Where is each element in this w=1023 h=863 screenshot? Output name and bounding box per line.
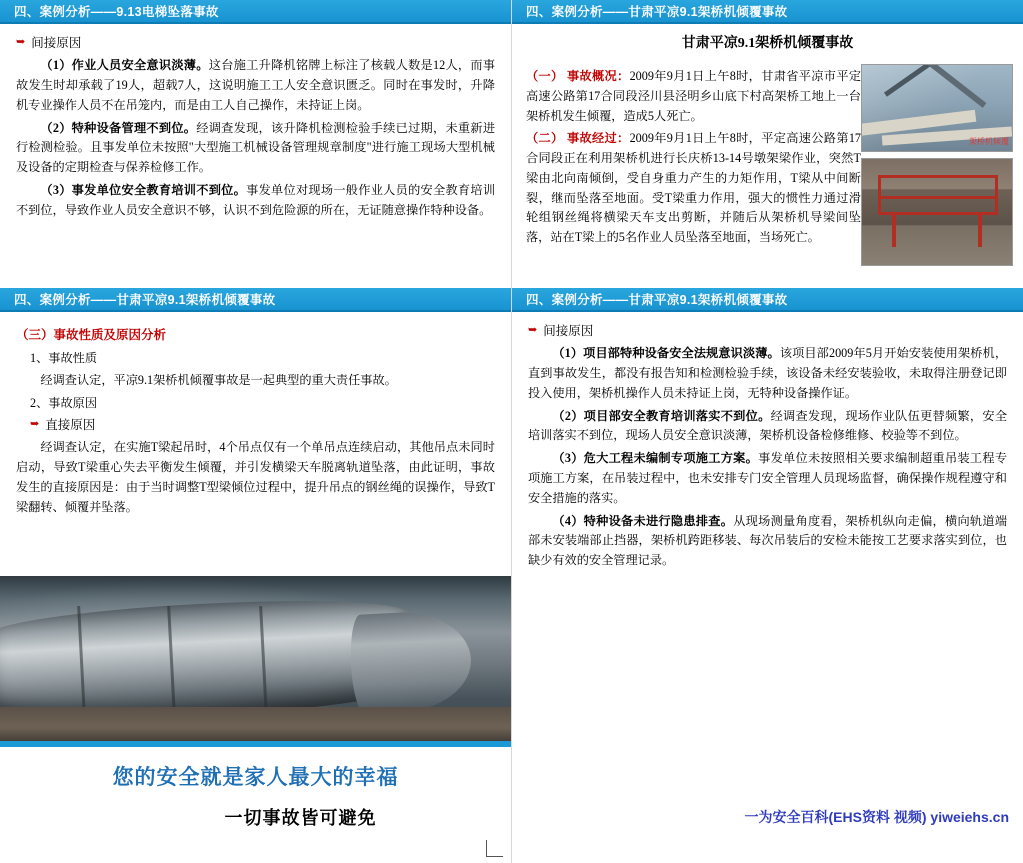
arrow-bullet-icon: ➥ xyxy=(528,324,538,336)
slide-2-section-1 xyxy=(526,67,861,126)
slide-5-divider xyxy=(0,741,511,747)
slide-1 xyxy=(0,0,511,287)
crop-mark xyxy=(486,840,503,857)
slide-6 xyxy=(512,576,1023,863)
bridge-girder-photo xyxy=(861,158,1013,266)
photo-detail xyxy=(884,64,936,97)
slide-1-paragraph-1-body: 这台施工升降机铭牌上标注了核载人数是12人，而事故发生时却承载了19人，超载7人，这说明施工工人安全意识匮乏。同时在事发时，升降机专业操作人员不在吊笼内，而是由工人自己操作，未持证上岗。 xyxy=(16,58,496,112)
slide-4-paragraph-3-body: 事发单位未按照相关要求编制超重吊装工程专项施工方案，在吊装过程中，也未安排专门安全管理人员现场监督，确保操作规程遵守和安全措施的落实。 xyxy=(528,451,1008,505)
slide-1-paragraph-1 xyxy=(16,56,495,115)
photo-detail xyxy=(928,64,987,108)
slide-4-paragraph-2 xyxy=(528,407,1007,447)
slide-4-header-text: 四、案例分析——甘肃平凉9.1架桥机倾覆事故 xyxy=(526,293,788,307)
slide-4-paragraph-4 xyxy=(528,512,1007,571)
slide-2-title: 甘肃平凉9.1架桥机倾覆事故 xyxy=(681,36,854,51)
slide-2-section-1-key: 事故概况： xyxy=(566,69,630,83)
slide-4-body xyxy=(512,312,1023,575)
slide-3-header xyxy=(0,288,511,312)
slide-5-subslogan: 一切事故皆可避免 xyxy=(224,808,377,828)
slide-4-paragraph-3-lead: （3）危大工程未编制专项施工方案。 xyxy=(552,451,759,466)
slide-2-image-column xyxy=(861,64,1013,266)
slide-2-section-1-body: 2009年9月1日上午8时，甘肃省平凉市平定高速公路第17合同段泾川县泾明乡山底下村高架桥工地上一台架桥机发生倾覆，造成5人死亡。 xyxy=(526,69,862,123)
slide-4-paragraph-4-lead: （4）特种设备未进行隐患排查。 xyxy=(552,513,734,528)
photo-detail xyxy=(978,213,982,247)
slide-3-item-1: 1、事故性质 xyxy=(30,351,98,366)
slide-3-body xyxy=(0,312,511,526)
slide-4 xyxy=(512,288,1023,575)
arrow-bullet-icon: ➥ xyxy=(16,36,26,48)
slide-4-paragraph-2-lead: （2）项目部安全教育培训落实不到位。 xyxy=(552,408,771,423)
photo-detail xyxy=(348,609,473,715)
slide-2-header xyxy=(512,0,1023,24)
slide-2-section-2-key: 事故经过： xyxy=(566,131,630,146)
crane-photo-caption: 架桥机倾覆 xyxy=(969,137,1009,146)
slide-2-section-1-label: （一） xyxy=(526,69,564,83)
slide-1-header xyxy=(0,0,511,24)
slide-2-body xyxy=(512,32,1023,245)
slide-4-bullet-label: 间接原因 xyxy=(543,324,594,338)
pressure-vessel-photo xyxy=(0,576,511,741)
slide-1-bullet-indirect-cause xyxy=(16,34,495,53)
slide-1-header-text: 四、案例分析——9.13电梯坠落事故 xyxy=(14,5,219,19)
slide-1-paragraph-3-body: 事发单位对现场一般作业人员的安全教育培训不到位，导致作业人员安全意识不够，认识不到危险源的所在，无证随意操作特种设备。 xyxy=(16,182,496,217)
slide-2-section-2-label: （二） xyxy=(526,131,564,146)
photo-detail xyxy=(878,175,998,215)
slide-2 xyxy=(512,0,1023,287)
slide-3-bullet-direct-cause xyxy=(30,416,495,435)
slide-4-paragraph-1-lead: （1）项目部特种设备安全法规意识淡薄。 xyxy=(552,346,780,361)
header-underline xyxy=(512,22,1023,24)
slide-2-section-2-body: 2009年9月1日上午8时，平定高速公路第17合同段正在利用架桥机进行长庆桥13-14号墩架梁作业，突然T梁由北向南倾倒，受自身重力产生的力矩作用，T梁从中间断裂，继而坠落至地面。受T梁重力作用，强大的惯性力通过滑轮组钢丝绳将横梁天车支出剪断，并随后从架桥机导梁间坠落，站在T梁上的5名作业人员坠落至地面，当场死亡。 xyxy=(526,131,862,245)
slide-3-section-title: （三）事故性质及原因分析 xyxy=(16,328,167,342)
slide-3-item-2: 2、事故原因 xyxy=(30,396,98,411)
slide-2-header-text: 四、案例分析——甘肃平凉9.1架桥机倾覆事故 xyxy=(526,5,788,19)
slide-4-paragraph-4-body: 从现场测量角度看，架桥机纵向走偏，横向轨道端部未安装端部止挡器，架桥机跨距移装、每次吊装后的安检未能按工艺要求落实到位，也缺少有效的安全管理记录。 xyxy=(528,513,1008,568)
slide-3-header-text: 四、案例分析——甘肃平凉9.1架桥机倾覆事故 xyxy=(14,293,276,307)
slide-1-paragraph-1-lead: （1）作业人员安全意识淡薄。 xyxy=(40,58,209,73)
slide-3-item-1-body: 经调查认定，平凉9.1架桥机倾覆事故是一起典型的重大责任事故。 xyxy=(40,373,397,388)
slide-1-paragraph-3-lead: （3）事发单位安全教育培训不到位。 xyxy=(40,182,247,197)
slide-4-bullet-indirect-cause xyxy=(528,322,1007,341)
slide-1-paragraph-2-lead: （2）特种设备管理不到位。 xyxy=(40,120,197,135)
slide-1-bullet-label: 间接原因 xyxy=(31,36,82,50)
slide-2-section-2 xyxy=(526,129,861,248)
photo-detail xyxy=(0,707,511,741)
arrow-bullet-icon: ➥ xyxy=(30,417,40,430)
slide-1-paragraph-2 xyxy=(16,119,495,178)
crane-collapse-photo xyxy=(861,64,1013,152)
photo-detail xyxy=(892,213,896,247)
slide-4-paragraph-1 xyxy=(528,344,1007,403)
slide-5 xyxy=(0,576,511,863)
slide-1-paragraph-2-body: 经调查发现，该升降机检测检验手续已过期，未重新进行检测检验。且事发单位未按照"大型施工机械设备管理规章制度"进行施工现场大型机械及设备的定期检查与保养检修工作。 xyxy=(16,120,496,175)
slide-4-paragraph-3 xyxy=(528,449,1007,508)
slide-2-text-column xyxy=(526,64,861,251)
slide-3-body-text: 经调查认定，在实施T梁起吊时，4个吊点仅有一个单吊点连续启动，其他吊点未同时启动，导致T梁重心失去平衡发生倾覆，并引发横梁天车脱离轨道坠落，由此证明，事故发生的直接原因是：由于当时调整T型梁倾位过程中，提升吊点的钢丝绳的误操作，导致T梁翻转、倾覆并坠落。 xyxy=(16,440,495,514)
watermark-text: 一为安全百科(EHS资料 视频) yiweiehs.cn xyxy=(744,809,1009,825)
slide-1-body xyxy=(0,24,511,230)
slide-3 xyxy=(0,288,511,575)
slide-4-paragraph-2-body: 经调查发现，现场作业队伍更替频繁，安全培训落实不到位，现场人员安全意识淡薄，架桥机设备检修维修、校验等不到位。 xyxy=(528,408,1008,443)
slide-4-header xyxy=(512,288,1023,312)
slide-5-slogan: 您的安全就是家人最大的幸福 xyxy=(112,766,399,789)
slide-3-bullet-label: 直接原因 xyxy=(45,417,96,432)
slide-1-paragraph-3 xyxy=(16,181,495,221)
slide-4-paragraph-1-body: 该项目部2009年5月开始安装使用架桥机，直到事故发生，都没有报告知和检测检验手续，该设备未经安装验收，未取得注册登记即投入使用，架桥机操作人员未持证上岗，无特种设备操作证。 xyxy=(528,346,1008,400)
